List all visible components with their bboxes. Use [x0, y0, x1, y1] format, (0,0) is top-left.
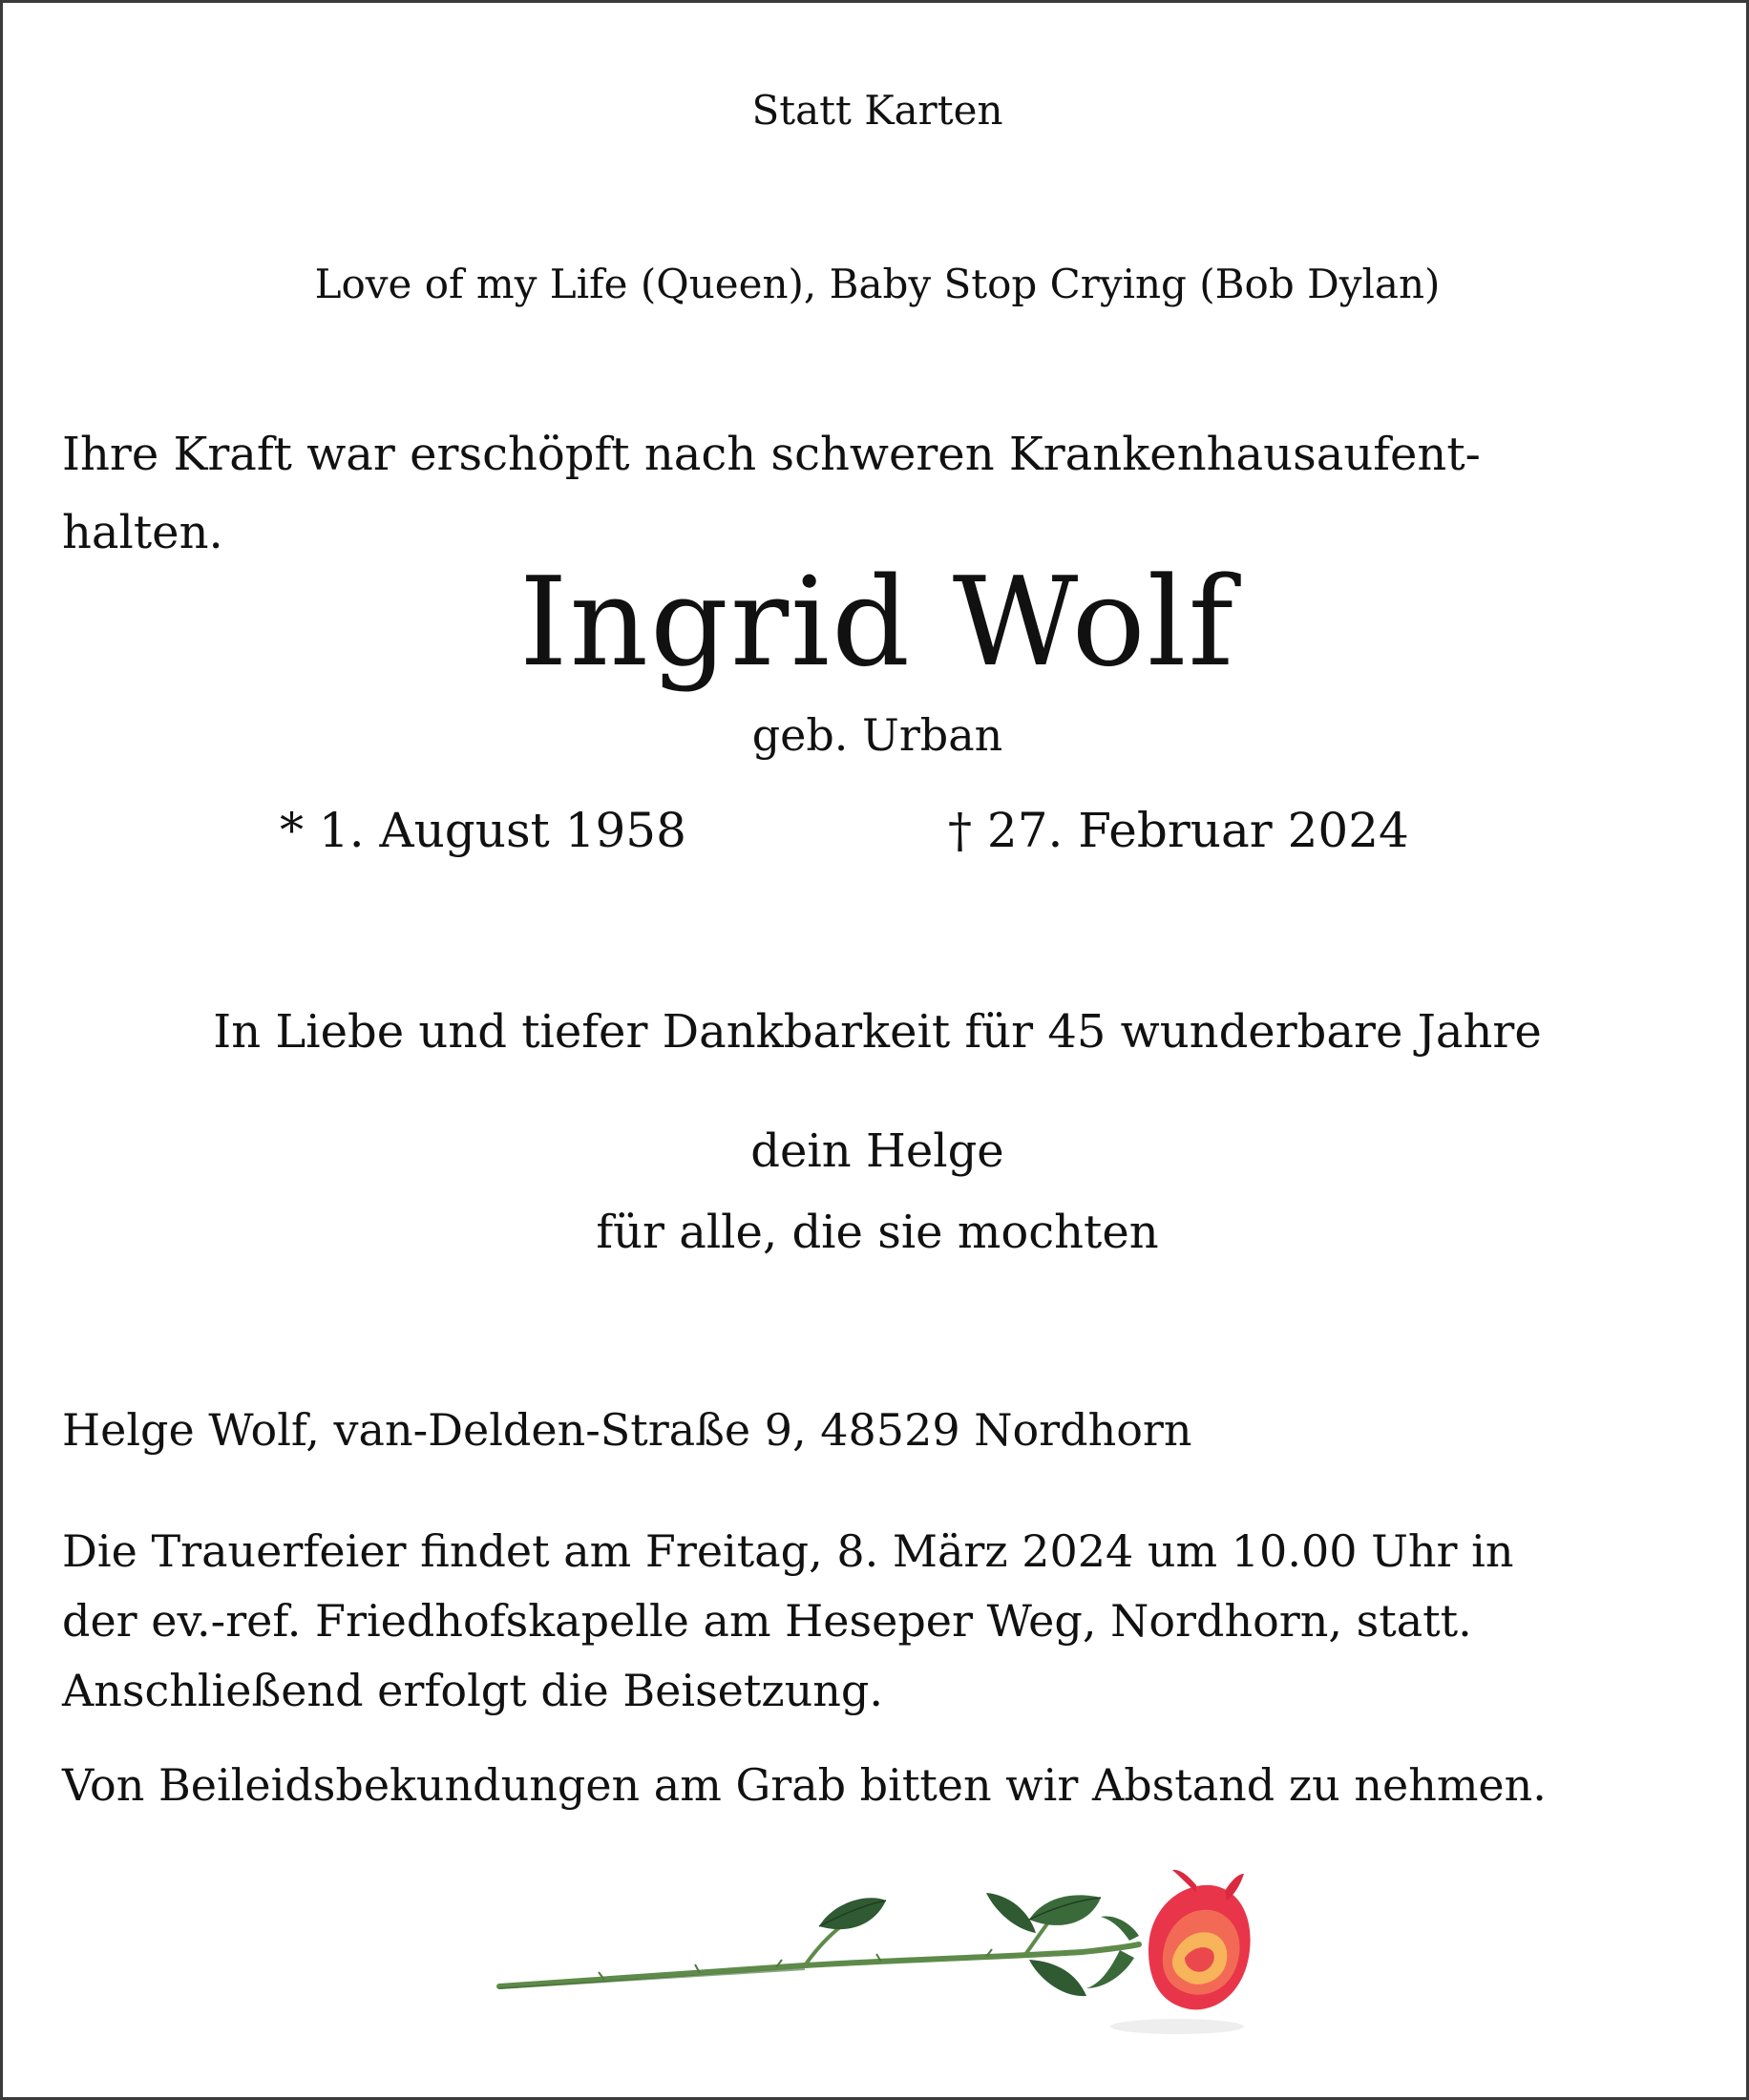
maiden-name: geb. Urban: [751, 709, 1003, 761]
rose-image: [490, 1845, 1254, 2046]
service-line-3: Anschließend erfolgt die Beisetzung.: [62, 1665, 883, 1716]
request-text: Von Beileidsbekundungen am Grab bitten wir Abstand zu nehmen.: [62, 1759, 1547, 1811]
birth-date: * 1. August 1958: [280, 803, 686, 858]
signature-line-1: dein Helge: [750, 1124, 1004, 1178]
service-line-1: Die Trauerfeier findet am Freitag, 8. März 2024 um 10.00 Uhr in: [62, 1525, 1514, 1577]
songs-text: Love of my Life (Queen), Baby Stop Crying (Bob Dylan): [314, 261, 1441, 307]
intro-line-2: halten.: [62, 506, 223, 559]
header-text: Statt Karten: [751, 87, 1003, 134]
deceased-name: Ingrid Wolf: [519, 552, 1235, 694]
intro-line-1: Ihre Kraft war erschöpft nach schweren Krankenhausaufent-: [62, 428, 1481, 481]
address-text: Helge Wolf, van-Delden-Straße 9, 48529 Nordhorn: [62, 1404, 1192, 1456]
service-line-2: der ev.-ref. Friedhofskapelle am Heseper Weg, Nordhorn, statt.: [62, 1595, 1472, 1647]
death-date: † 27. Februar 2024: [948, 803, 1409, 858]
signature-line-2: für alle, die sie mochten: [596, 1206, 1159, 1259]
dedication-text: In Liebe und tiefer Dankbarkeit für 45 wunderbare Jahre: [213, 1005, 1542, 1059]
